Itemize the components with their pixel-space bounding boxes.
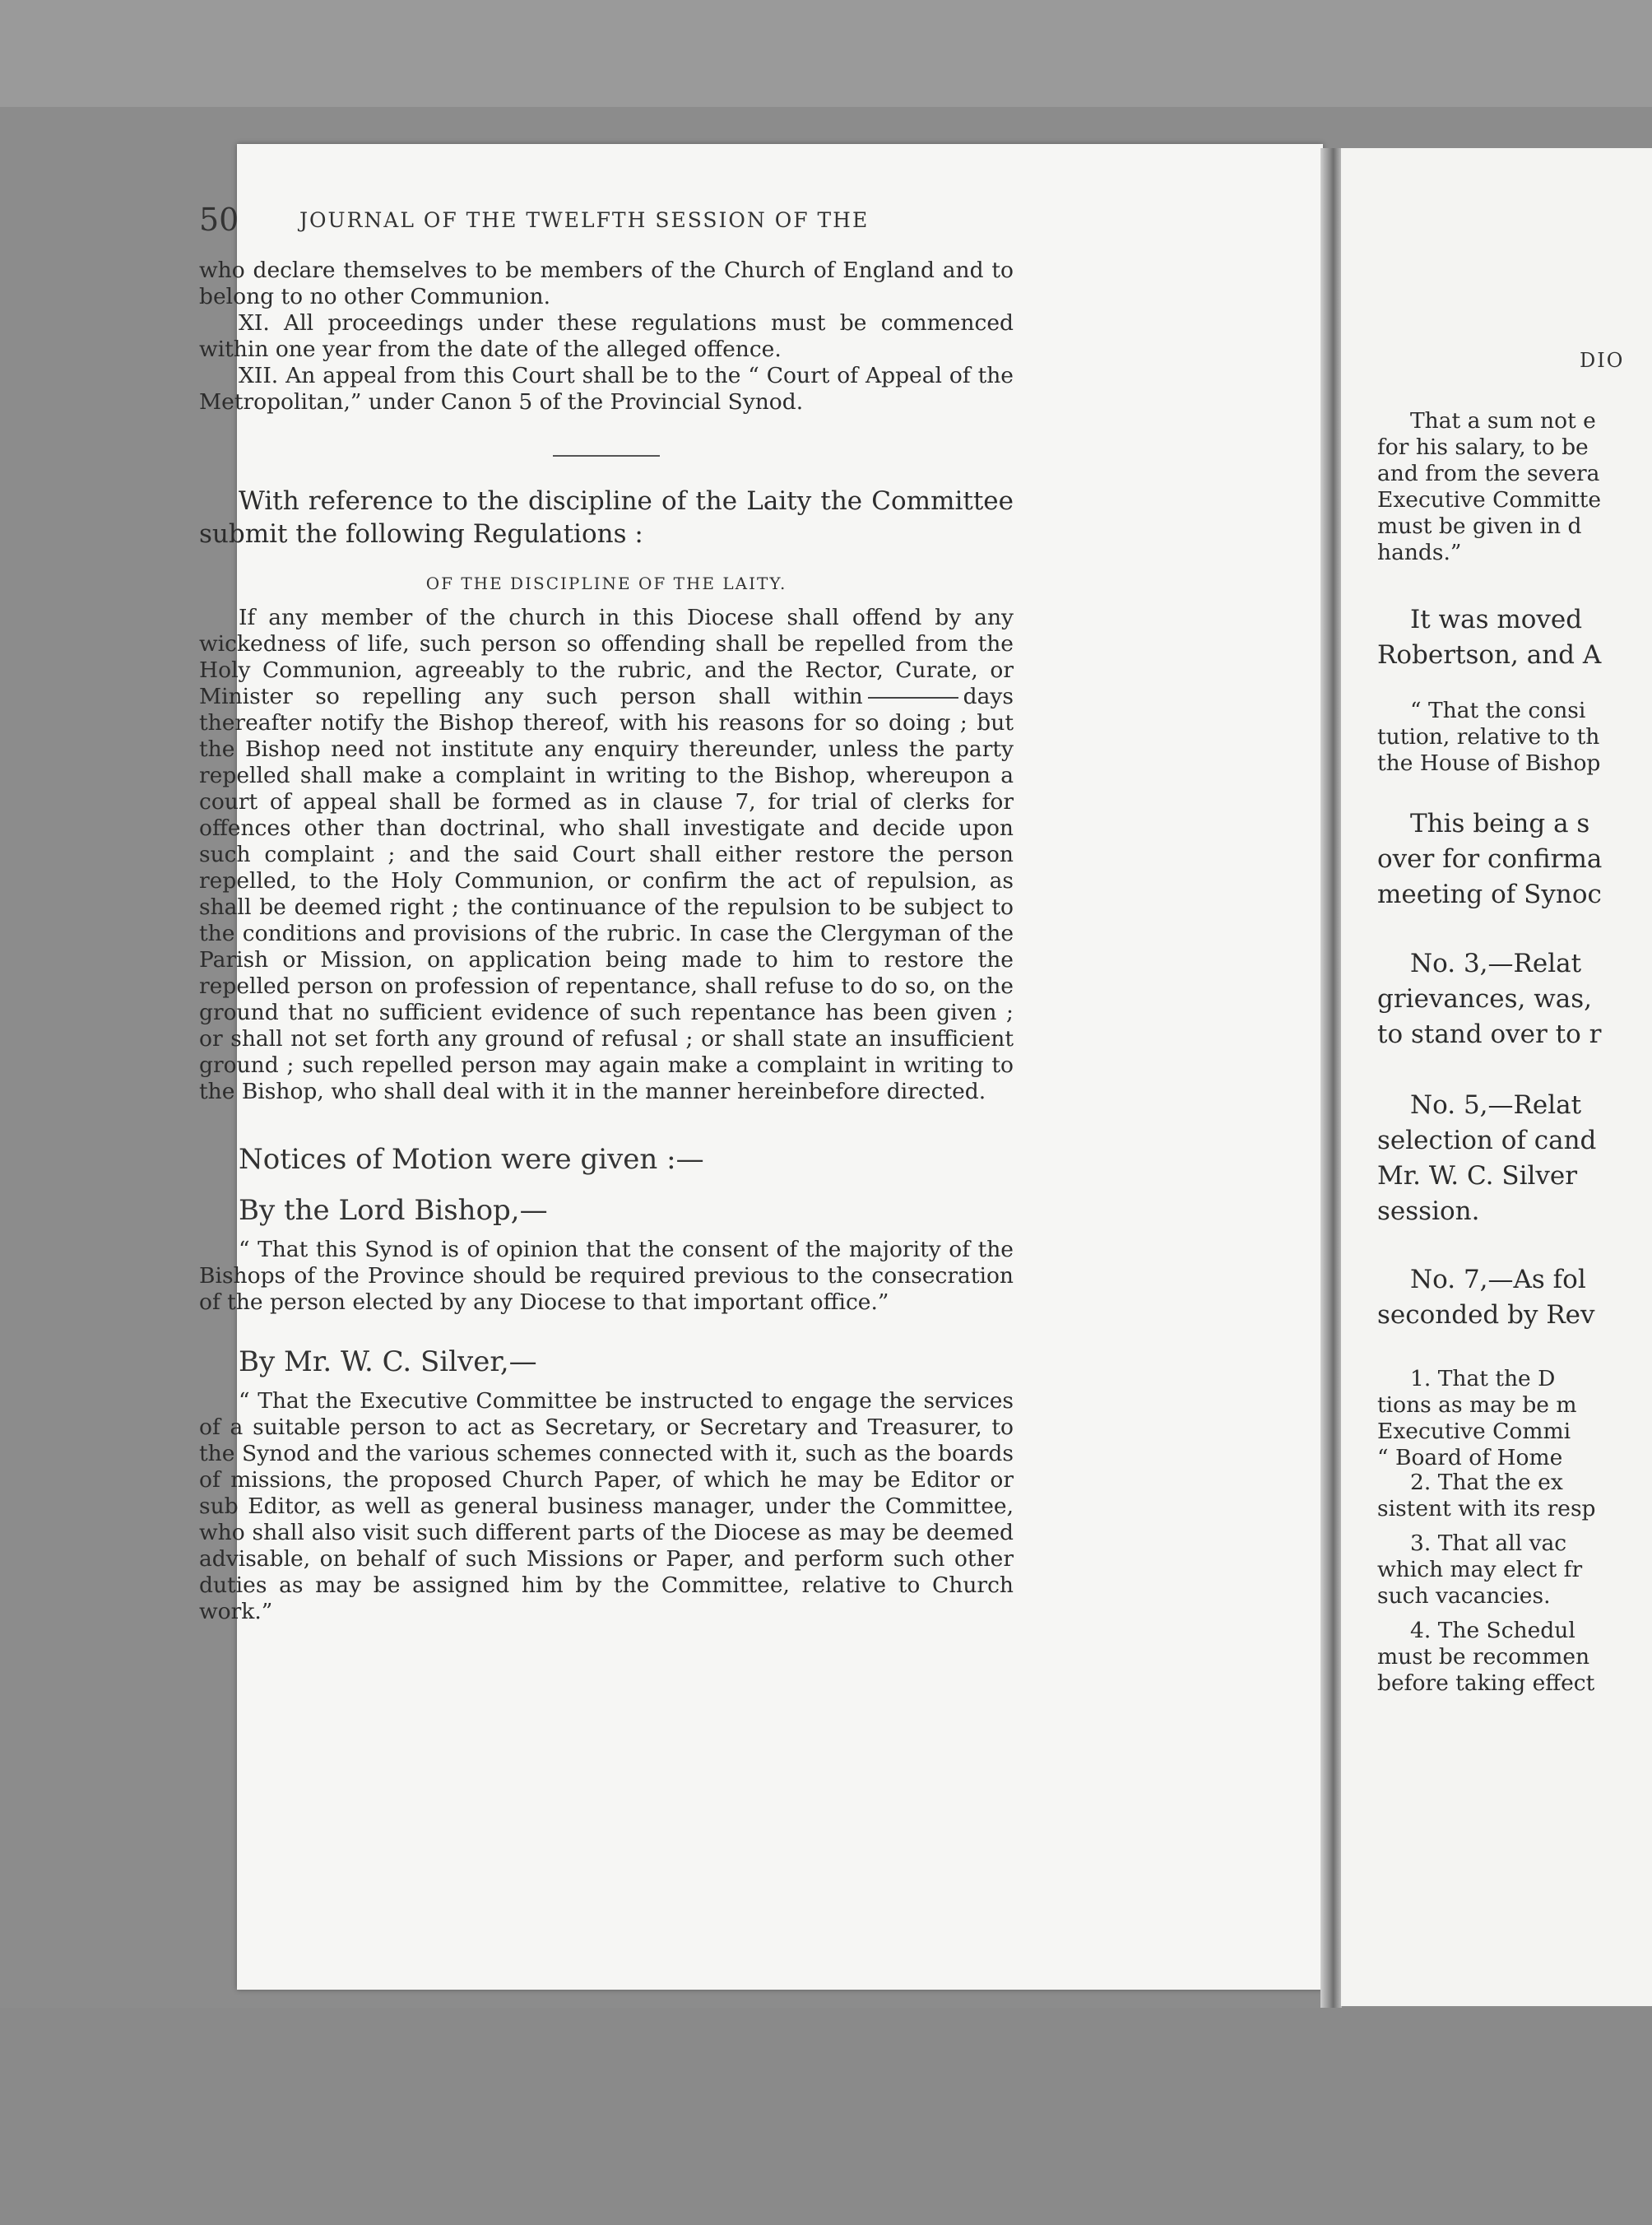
silver-heading: By Mr. W. C. Silver,— <box>239 1345 537 1378</box>
right-line: hands.” <box>1377 540 1462 565</box>
right-block-confirmation <box>1377 806 1602 913</box>
laity-text-part-1: If any member of the church in this Diocese shall offend by any wickedness of life, such person so offending shall be repelled from the Holy Communion, agreeably to the rubric, and the Rector, Curate, or Minister so repelling any such person shall within <box>199 605 1014 709</box>
right-line: Executive Committe <box>1377 487 1602 513</box>
notices-heading: Notices of Motion were given :— <box>239 1143 704 1176</box>
right-block-salary <box>1377 408 1601 566</box>
paragraph-membership: who declare themselves to be members of the Church of England and to belong to no other Communion. <box>199 258 1014 309</box>
scan-background-top <box>0 0 1652 107</box>
right-line: before taking effect <box>1377 1670 1595 1696</box>
right-block-item4 <box>1377 1618 1594 1697</box>
right-block-no7 <box>1377 1262 1595 1333</box>
right-line: No. 3,—Relat <box>1410 949 1582 978</box>
right-line: “ Board of Home <box>1377 1445 1563 1470</box>
scan-background-bottom <box>0 2008 1652 2225</box>
right-line: It was moved <box>1410 605 1583 634</box>
laity-intro: With reference to the discipline of the Laity the Committee submit the following Regulations : <box>199 486 1014 549</box>
right-line: 1. That the D <box>1410 1366 1556 1391</box>
right-line: grievances, was, <box>1377 984 1592 1014</box>
right-line: session. <box>1377 1196 1480 1226</box>
right-running-head: DIO <box>1580 349 1625 372</box>
page-number: 50 <box>199 202 239 238</box>
bishop-motion: “ That this Synod is of opinion that the consent of the majority of the Bishops of the Province should be required previous to the consecration of the person elected by any Diocese to that important office.” <box>199 1237 1014 1315</box>
right-block-item1 <box>1377 1366 1577 1471</box>
right-line: for his salary, to be <box>1377 434 1589 460</box>
right-line: must be given in d <box>1377 513 1582 539</box>
right-block-moved <box>1377 602 1601 673</box>
page-header <box>199 202 1014 251</box>
right-line: “ That the consi <box>1410 698 1586 723</box>
running-head: JOURNAL OF THE TWELFTH SESSION OF THE <box>299 208 870 232</box>
right-line: Mr. W. C. Silver <box>1377 1161 1578 1191</box>
right-line: to stand over to r <box>1377 1020 1602 1049</box>
right-page <box>1341 148 1652 2006</box>
right-line: meeting of Synoc <box>1377 880 1602 909</box>
right-line: This being a s <box>1410 809 1590 838</box>
laity-section-title: OF THE DISCIPLINE OF THE LAITY. <box>425 574 787 593</box>
right-line: which may elect fr <box>1377 1557 1583 1582</box>
right-line: 2. That the ex <box>1410 1470 1563 1495</box>
right-line: 4. The Schedul <box>1410 1618 1575 1643</box>
right-line: over for confirma <box>1377 844 1603 874</box>
right-block-item3 <box>1377 1531 1582 1610</box>
paragraph-clause-xii: XII. An appeal from this Court shall be to the “ Court of Appeal of the Metropolitan,” under Canon 5 of the Provincial Synod. <box>199 363 1014 415</box>
paragraph-clause-xi: XI. All proceedings under these regulations must be commenced within one year from the date of the alleged offence. <box>199 310 1014 362</box>
right-line: Executive Commi <box>1377 1419 1571 1444</box>
right-line: seconded by Rev <box>1377 1300 1595 1330</box>
laity-text-part-2: days thereafter notify the Bishop thereof, with his reasons for so doing ; but the Bishop need not institute any enquiry thereunder, unless the party repelled shall make a complaint in writing to the Bishop, whereupon a court of appeal shall be formed as in clause 7, for trial of clerks for offences other than doctrinal, who shall investigate and decide upon such complaint ; and the said Court shall either restore the person repelled, to the Holy Communion, or confirm the act of repulsion, as shall be deemed right ; the continuance of the repulsion to be subject to the conditions and provisions of the rubric. In case the Clergyman of the Parish or Mission, on application being made to him to restore the repelled person on profession of repentance, shall refuse to do so, on the ground that no sufficient evidence of such repentance has been given ; or shall not set forth any ground of refusal ; or shall state an insufficient ground ; such repelled person may again make a complaint in writing to the Bishop, who shall deal with it in the manner hereinbefore directed. <box>199 684 1014 1104</box>
right-line: No. 5,—Relat <box>1410 1090 1582 1120</box>
right-line: That a sum not e <box>1410 408 1596 434</box>
right-line: tution, relative to th <box>1377 724 1600 750</box>
book-gutter <box>1320 148 1342 2008</box>
right-line: such vacancies. <box>1377 1583 1551 1609</box>
bishop-heading: By the Lord Bishop,— <box>239 1194 548 1227</box>
right-line: sistent with its resp <box>1377 1496 1596 1521</box>
right-block-no5 <box>1377 1088 1596 1229</box>
right-block-no3 <box>1377 946 1601 1052</box>
right-line: the House of Bishop <box>1377 750 1601 776</box>
section-divider <box>553 455 660 457</box>
right-line: and from the severa <box>1377 461 1600 486</box>
right-line: tions as may be m <box>1377 1392 1577 1418</box>
right-line: 3. That all vac <box>1410 1531 1567 1556</box>
laity-regulation-paragraph <box>199 605 1014 1105</box>
right-line: No. 7,—As fol <box>1410 1265 1586 1294</box>
right-line: Robertson, and A <box>1377 640 1602 670</box>
silver-motion: “ That the Executive Committee be instructed to engage the services of a suitable person to act as Secretary, or Secretary and Treasurer, to the Synod and the various schemes connected with it, such as the boards of missions, the proposed Church Paper, of which he may be Editor or sub Editor, as well as general business manager, under the Committee, who shall also visit such different parts of the Diocese as may be deemed advisable, on behalf of such Missions or Paper, and perform such other duties as may be assigned him by the Committee, relative to Church work.” <box>199 1388 1014 1624</box>
right-block-item2 <box>1377 1470 1596 1522</box>
left-page-content <box>199 202 1014 1625</box>
blank-days-line <box>868 697 958 699</box>
right-block-quote <box>1377 698 1600 777</box>
right-line: selection of cand <box>1377 1126 1597 1155</box>
right-line: must be recommen <box>1377 1644 1590 1670</box>
